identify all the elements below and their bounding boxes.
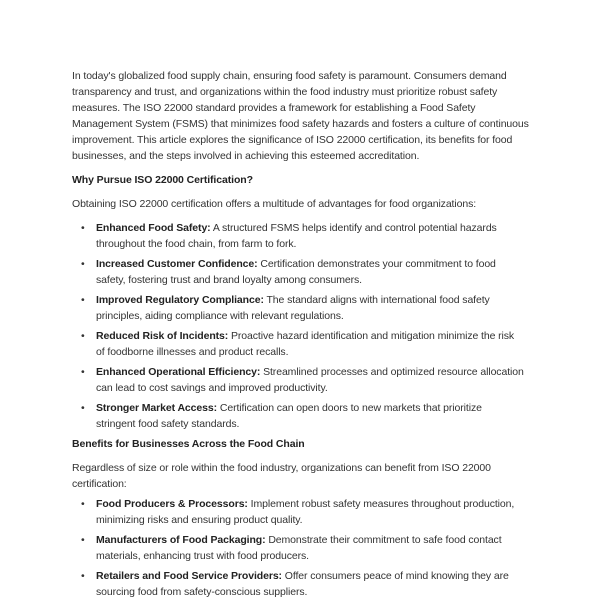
- paragraph-line: transparency and trust, and organizations within the food industry must prioritize robust safety: [72, 86, 498, 98]
- section-lead-why-pursue: Obtaining ISO 22000 certification offers a multitude of advantages for food organizations:: [72, 198, 477, 210]
- bullet-label: Enhanced Food Safety:: [96, 222, 211, 234]
- section-heading-benefits: Benefits for Businesses Across the Food Chain: [72, 438, 305, 450]
- bullet-item: [72, 292, 528, 324]
- bullet-icon: •: [81, 534, 85, 546]
- bullet-body: [96, 256, 528, 288]
- bullet-line: materials, enhancing trust with food producers.: [96, 550, 309, 562]
- bullet-body: [96, 496, 528, 528]
- bullet-body: [96, 328, 528, 360]
- bullet-line: [96, 220, 528, 236]
- bullet-line: [96, 568, 528, 584]
- bullet-line: safety, fostering trust and brand loyalty among consumers.: [96, 274, 362, 286]
- bullet-label: Manufacturers of Food Packaging:: [96, 534, 266, 546]
- paragraph-line: certification:: [72, 478, 127, 490]
- bullet-text: A structured FSMS helps identify and control potential hazards: [210, 222, 497, 234]
- bullet-icon: •: [81, 222, 85, 234]
- bullet-label: Improved Regulatory Compliance:: [96, 294, 264, 306]
- bullet-icon: •: [81, 294, 85, 306]
- bullet-text: Offer consumers peace of mind knowing they are: [281, 570, 509, 582]
- bullet-label: Reduced Risk of Incidents:: [96, 330, 229, 342]
- bullet-line: [96, 256, 528, 272]
- bullet-item: [72, 364, 528, 396]
- bullet-line: [96, 532, 528, 548]
- bullet-text: Certification demonstrates your commitment to food: [257, 258, 496, 270]
- bullet-icon: •: [81, 366, 85, 378]
- bullet-icon: •: [81, 258, 85, 270]
- bullet-icon: •: [81, 402, 85, 414]
- bullet-line: stringent food safety standards.: [96, 418, 240, 430]
- bullet-body: [96, 400, 528, 432]
- paragraph-line: improvement. This article explores the significance of ISO 22000 certification, its benefits for food: [72, 134, 513, 146]
- bullet-label: Food Producers & Processors:: [96, 498, 248, 510]
- bullet-label: Retailers and Food Service Providers:: [96, 570, 282, 582]
- bullet-text: Implement robust safety measures throughout production,: [247, 498, 515, 510]
- bullet-body: [96, 532, 528, 564]
- bullet-icon: •: [81, 498, 85, 510]
- bullet-label: Stronger Market Access:: [96, 402, 218, 414]
- paragraph-line: measures. The ISO 22000 standard provides a framework for establishing a Food Safety: [72, 102, 476, 114]
- bullet-icon: •: [81, 330, 85, 342]
- bullet-item: [72, 496, 528, 528]
- section-heading-why-pursue: Why Pursue ISO 22000 Certification?: [72, 174, 253, 186]
- bullet-line: minimizing risks and ensuring product quality.: [96, 514, 303, 526]
- bullet-label: Increased Customer Confidence:: [96, 258, 258, 270]
- bullet-line: [96, 400, 528, 416]
- bullet-item: [72, 532, 528, 564]
- advantages-list: [72, 220, 528, 432]
- bullet-item: [72, 568, 528, 600]
- bullet-line: [96, 364, 528, 380]
- bullet-item: [72, 256, 528, 288]
- bullet-line: [96, 328, 528, 344]
- paragraph-line: Regardless of size or role within the food industry, organizations can benefit from ISO 22000: [72, 462, 491, 474]
- bullet-item: [72, 220, 528, 252]
- bullet-line: of foodborne illnesses and product recalls.: [96, 346, 289, 358]
- bullet-line: throughout the food chain, from farm to fork.: [96, 238, 297, 250]
- paragraph-line: businesses, and the steps involved in achieving this esteemed accreditation.: [72, 150, 420, 162]
- bullet-line: [96, 496, 528, 512]
- bullet-item: [72, 400, 528, 432]
- bullet-label: Enhanced Operational Efficiency:: [96, 366, 261, 378]
- bullet-text: The standard aligns with international food safety: [263, 294, 490, 306]
- bullet-item: [72, 328, 528, 360]
- bullet-icon: •: [81, 570, 85, 582]
- paragraph-line: Management System (FSMS) that minimizes food safety hazards and fosters a culture of continuous: [72, 118, 529, 130]
- bullet-body: [96, 220, 528, 252]
- bullet-text: Proactive hazard identification and mitigation minimize the risk: [228, 330, 515, 342]
- intro-paragraph: [72, 68, 528, 164]
- bullet-text: Streamlined processes and optimized resource allocation: [260, 366, 524, 378]
- paragraph-line: In today's globalized food supply chain, ensuring food safety is paramount. Consumers demand: [72, 70, 507, 82]
- bullet-body: [96, 364, 528, 396]
- bullet-line: sourcing food from safety-conscious suppliers.: [96, 586, 308, 598]
- bullet-text: Certification can open doors to new markets that prioritize: [217, 402, 482, 414]
- bullet-line: [96, 292, 528, 308]
- bullet-line: principles, aiding compliance with relevant regulations.: [96, 310, 344, 322]
- bullet-line: can lead to cost savings and improved productivity.: [96, 382, 328, 394]
- section-lead-benefits: [72, 460, 528, 492]
- beneficiaries-list: [72, 496, 528, 600]
- bullet-body: [96, 292, 528, 324]
- bullet-body: [96, 568, 528, 600]
- bullet-text: Demonstrate their commitment to safe food contact: [265, 534, 502, 546]
